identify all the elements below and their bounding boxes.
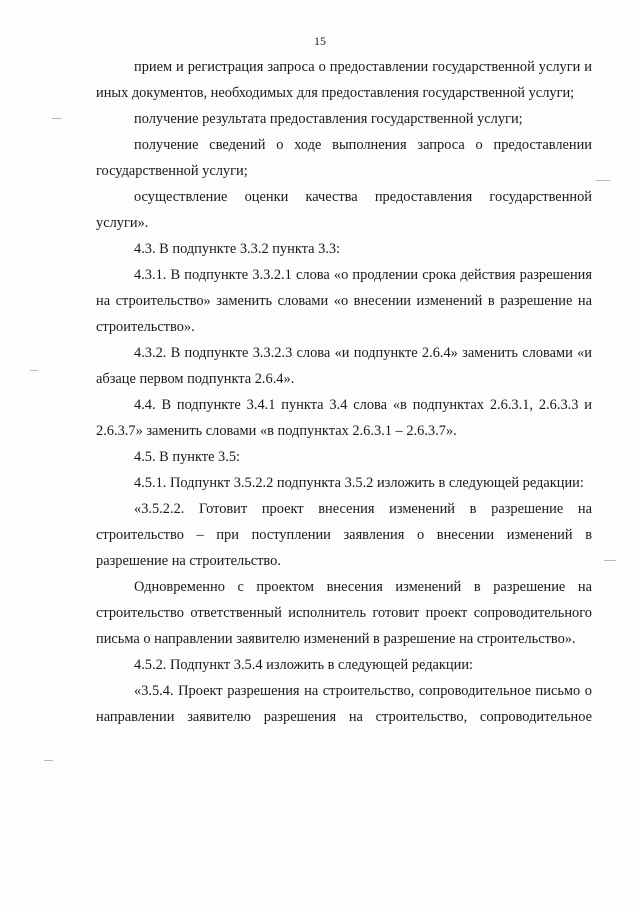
scan-noise-mark	[596, 180, 610, 181]
scan-noise-mark	[52, 118, 62, 119]
paragraph-4-5-2: 4.5.2. Подпункт 3.5.4 изложить в следующей редакции:	[134, 657, 474, 673]
paragraph-4-3: 4.3. В подпункте 3.3.2 пункта 3.3:	[134, 241, 341, 257]
paragraph-3-5-4: «3.5.4. Проект разрешения на строительство, сопроводительное письмо о направлении заявителю разрешения на строительство, сопроводительное	[96, 683, 592, 725]
paragraph-list-item-progress: получение сведений о ходе выполнения запроса о предоставлении государственной услуги;	[96, 137, 592, 179]
paragraph-4-4: 4.4. В подпункте 3.4.1 пункта 3.4 слова «в подпунктах 2.6.3.1, 2.6.3.3 и 2.6.3.7» заменить словами «в подпунктах 2.6.3.1 – 2.6.3.7».	[96, 397, 592, 439]
paragraph-list-item-reception: прием и регистрация запроса о предоставлении государственной услуги и иных документов, необходимых для предоставления государственной услуги;	[96, 59, 592, 101]
paragraph-4-5: 4.5. В пункте 3.5:	[134, 449, 241, 465]
paragraph-4-3-2: 4.3.2. В подпункте 3.3.2.3 слова «и подпункте 2.6.4» заменить словами «и абзаце первом подпункта 2.6.4».	[96, 345, 592, 387]
paragraph-4-3-1: 4.3.1. В подпункте 3.3.2.1 слова «о продлении срока действия разрешения на строительство» заменить словами «о внесении изменений в разрешение на строительство».	[96, 267, 592, 335]
paragraph-list-item-quality: осуществление оценки качества предоставления государственной услуги».	[96, 189, 592, 231]
scan-noise-mark	[604, 560, 616, 561]
page-number: 15	[314, 34, 326, 48]
paragraph-list-item-result: получение результата предоставления государственной услуги;	[134, 111, 523, 127]
paragraph-4-5-1: 4.5.1. Подпункт 3.5.2.2 подпункта 3.5.2 изложить в следующей редакции:	[134, 475, 584, 491]
scan-noise-mark	[30, 370, 38, 371]
scan-noise-mark	[44, 760, 53, 761]
paragraph-simultaneously: Одновременно с проектом внесения изменений в разрешение на строительство ответственный исполнитель готовит проект сопроводительного письма о направлении заявителю изменений в разрешение на строительство».	[96, 579, 592, 647]
document-body	[96, 54, 592, 730]
paragraph-3-5-2-2: «3.5.2.2. Готовит проект внесения изменений в разрешение на строительство – при поступлении заявления о внесении изменений в разрешение на строительство.	[96, 501, 592, 569]
